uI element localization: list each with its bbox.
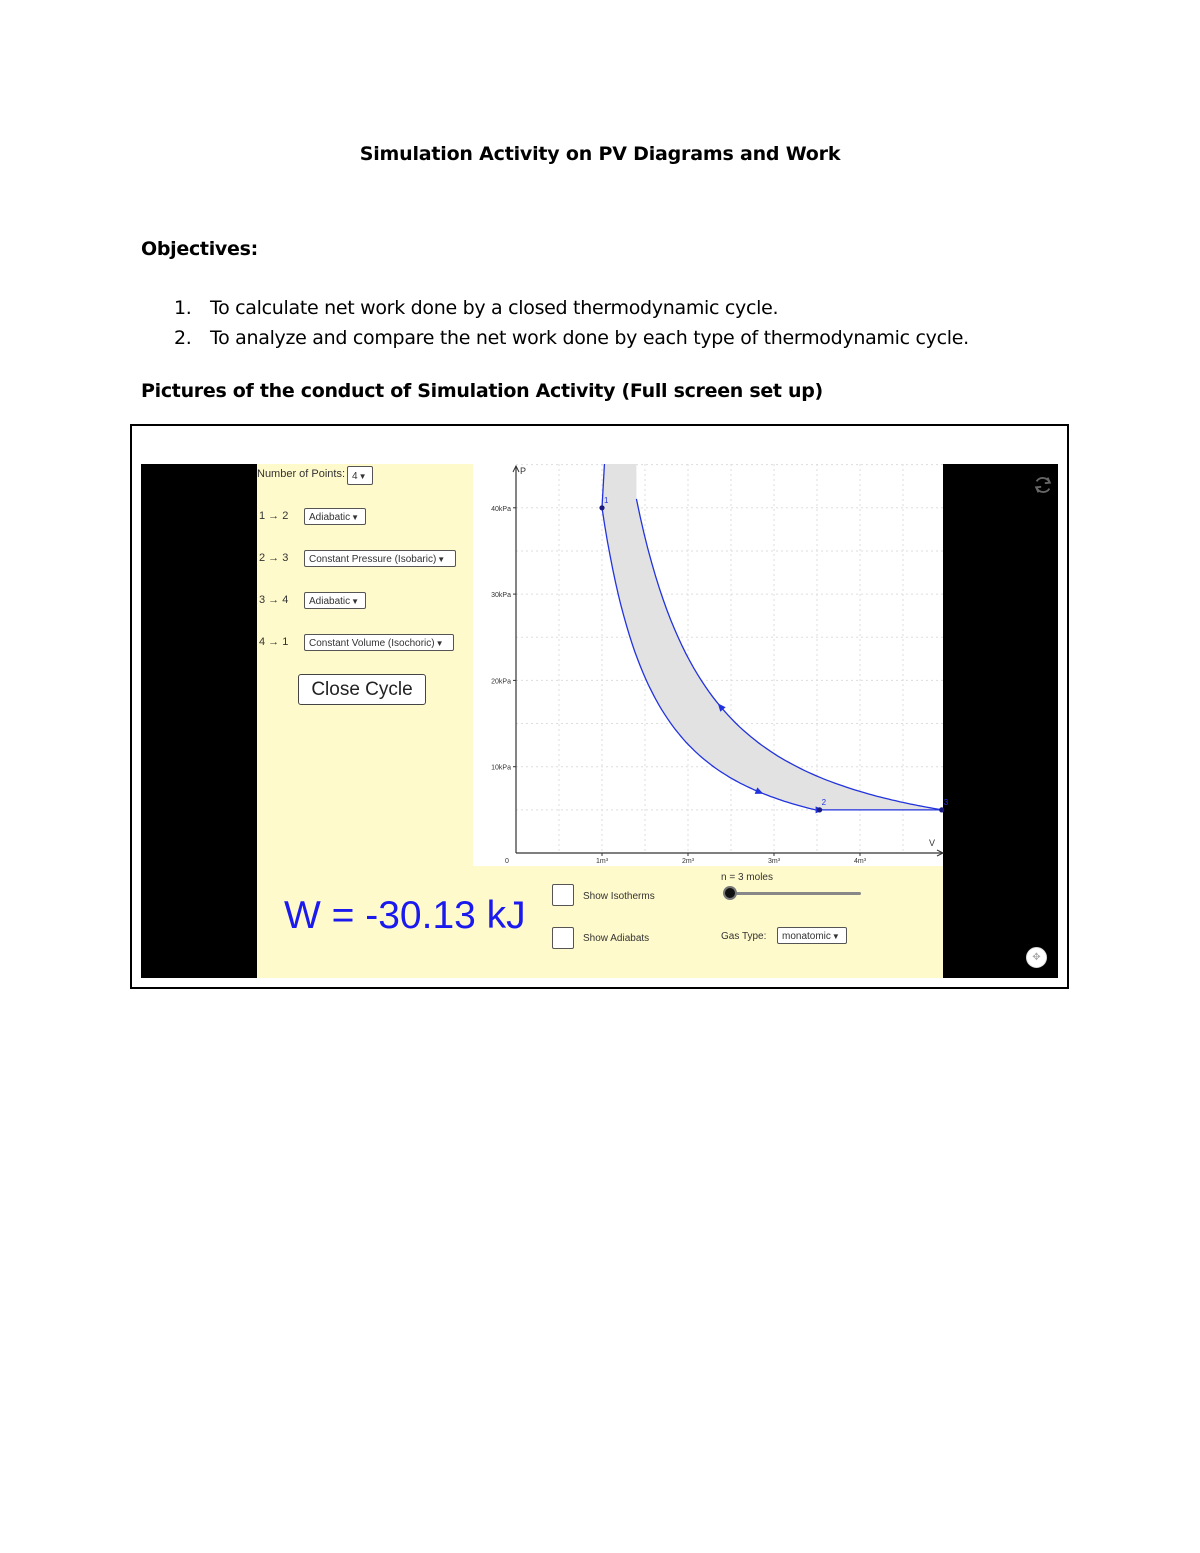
chevron-down-icon: ▼ <box>437 555 446 564</box>
show-adiabats-label: Show Adiabats <box>583 933 650 944</box>
chevron-down-icon: ▼ <box>351 597 360 606</box>
process-label-1-2: 1 → 2 <box>259 510 289 522</box>
moles-slider-handle[interactable] <box>723 886 737 900</box>
cycle-area <box>602 0 942 811</box>
simulation-screenshot <box>141 464 1058 978</box>
cycle-group <box>602 0 942 813</box>
number-of-points-label: Number of Points: <box>257 468 346 480</box>
show-isotherms-checkbox[interactable] <box>552 884 574 906</box>
objective-item <box>174 325 969 355</box>
refresh-icon[interactable] <box>1032 474 1054 496</box>
process-label-4-1: 4 → 1 <box>259 636 289 648</box>
x-tick-label: 1m³ <box>595 858 609 865</box>
state-point-label-1: 1 <box>604 495 609 505</box>
objective-number: 2. <box>174 327 192 349</box>
y-axis-label: P <box>520 466 527 476</box>
state-point-3 <box>939 807 944 812</box>
y-tick-label: 30kPa <box>491 592 511 600</box>
close-cycle-button[interactable]: Close Cycle <box>298 674 426 705</box>
process-select-4-1[interactable]: Constant Volume (Isochoric)▼ <box>304 634 454 651</box>
gas-type-select[interactable]: monatomic▼ <box>777 927 847 944</box>
document-title: Simulation Activity on PV Diagrams and Work <box>359 143 841 165</box>
objectives-heading: Objectives: <box>141 238 258 260</box>
show-adiabats-checkbox[interactable] <box>552 927 574 949</box>
y-tick-label: 10kPa <box>491 764 511 772</box>
x-tick-label: 2m³ <box>681 858 695 865</box>
process-label-2-3: 2 → 3 <box>259 552 289 564</box>
work-display: W = -30.13 kJ <box>284 894 526 937</box>
process-select-3-4[interactable]: Adiabatic▼ <box>304 592 366 609</box>
process-select-1-2[interactable]: Adiabatic▼ <box>304 508 366 525</box>
objective-text: To calculate net work done by a closed thermodynamic cycle. <box>210 297 779 319</box>
pv-graph-panel <box>473 464 949 866</box>
pv-applet <box>257 464 1041 978</box>
state-point-1 <box>599 505 604 510</box>
gas-type-label: Gas Type: <box>721 931 767 942</box>
fullscreen-icon[interactable]: ✥ <box>1026 947 1047 968</box>
moles-slider-track[interactable] <box>727 892 861 895</box>
state-point-2 <box>817 807 822 812</box>
objectives-list <box>174 295 969 355</box>
pv-diagram <box>473 464 949 866</box>
objective-number: 1. <box>174 297 192 319</box>
state-point-label-2: 2 <box>821 797 827 807</box>
y-tick-label: 40kPa <box>491 505 511 513</box>
process-select-2-3[interactable]: Constant Pressure (Isobaric)▼ <box>304 550 456 567</box>
x-tick-label: 4m³ <box>853 858 867 865</box>
number-of-points-select[interactable]: 4▼ <box>347 466 373 485</box>
x-tick-label: 3m³ <box>767 858 781 865</box>
x-axis-label: V <box>929 838 936 848</box>
chevron-down-icon: ▼ <box>435 639 444 648</box>
pictures-heading: Pictures of the conduct of Simulation Activity (Full screen set up) <box>141 380 823 402</box>
state-point-label-3: 3 <box>943 797 949 807</box>
moles-label: n = 3 moles <box>721 872 773 883</box>
process-label-3-4: 3 → 4 <box>259 594 289 606</box>
chevron-down-icon: ▼ <box>358 472 367 481</box>
objective-item <box>174 295 969 325</box>
chevron-down-icon: ▼ <box>351 513 360 522</box>
chevron-down-icon: ▼ <box>831 932 840 941</box>
show-isotherms-label: Show Isotherms <box>583 891 655 902</box>
x-tick-label: 0 <box>505 858 509 865</box>
y-tick-label: 20kPa <box>491 678 511 686</box>
objective-text: To analyze and compare the net work done by each type of thermodynamic cycle. <box>210 327 969 349</box>
